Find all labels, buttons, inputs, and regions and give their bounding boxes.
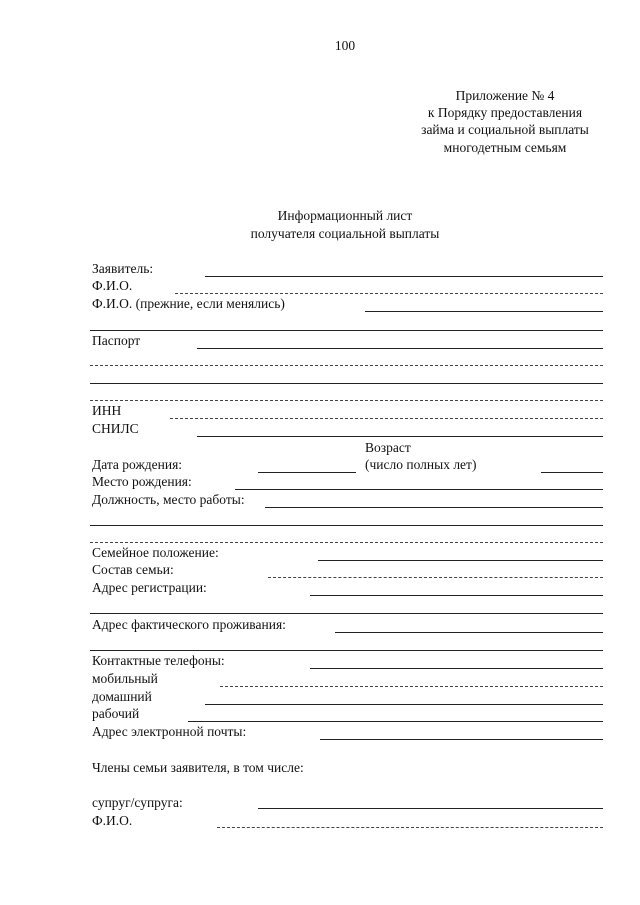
phones-line [310,668,603,669]
birth-place-label: Место рождения: [92,474,192,489]
members-label: Члены семьи заявителя, в том числе: [92,760,304,775]
work-label: рабочий [92,706,140,721]
page-number: 100 [334,38,356,53]
home-label: домашний [92,689,152,704]
reg-address-label: Адрес регистрации: [92,580,207,595]
appendix-line-2: к Порядку предоставления [427,105,583,120]
family-label: Состав семьи: [92,562,174,577]
passport-line-4 [90,400,603,401]
mobile-label: мобильный [92,671,158,686]
actual-address-label: Адрес фактического проживания: [92,617,286,632]
birth-date-line [258,472,356,473]
age-label: Возраст [365,440,411,455]
family-line [268,577,603,578]
actual-address-line-2 [90,650,603,651]
spouse-label: супруг/супруга: [92,795,183,810]
passport-line-1 [197,348,603,349]
marital-line [318,560,603,561]
form-title-line-2: получателя социальной выплаты [250,226,440,241]
appendix-line-3: займа и социальной выплаты [421,122,589,137]
form-title-line-1: Информационный лист [277,208,413,223]
home-line [205,704,603,705]
applicant-line [205,276,603,277]
appendix-line-4: многодетным семьям [443,140,567,155]
birth-date-label: Дата рождения: [92,457,183,472]
work-line [188,721,603,722]
reg-address-line-2 [90,613,603,614]
position-line-2 [90,525,603,526]
phones-label: Контактные телефоны: [92,653,225,668]
passport-label: Паспорт [92,333,141,348]
applicant-label: Заявитель: [92,261,154,276]
fio-label: Ф.И.О. [92,278,133,293]
fio-prev-line [365,311,603,312]
snils-line [197,436,603,437]
passport-line-3 [90,383,603,384]
position-line [265,507,603,508]
spouse-line [258,808,603,809]
appendix-line-1: Приложение № 4 [455,88,555,103]
email-label: Адрес электронной почты: [92,724,247,739]
fio-line [175,293,603,294]
fio-prev-label: Ф.И.О. (прежние, если менялись) [92,296,285,311]
snils-label: СНИЛС [92,421,139,436]
birth-place-line [235,489,603,490]
spouse-fio-label: Ф.И.О. [92,813,133,828]
reg-address-line [310,595,603,596]
inn-label: ИНН [92,403,122,418]
spouse-fio-line [217,827,603,828]
mobile-line [220,686,603,687]
separator-line [90,330,603,331]
inn-line [170,418,603,419]
marital-label: Семейное положение: [92,545,219,560]
position-line-3 [90,542,603,543]
email-line [320,739,603,740]
passport-line-2 [90,365,603,366]
age-note-label: (число полных лет) [365,457,477,472]
position-label: Должность, место работы: [92,492,245,507]
age-line [541,472,603,473]
actual-address-line [335,632,603,633]
